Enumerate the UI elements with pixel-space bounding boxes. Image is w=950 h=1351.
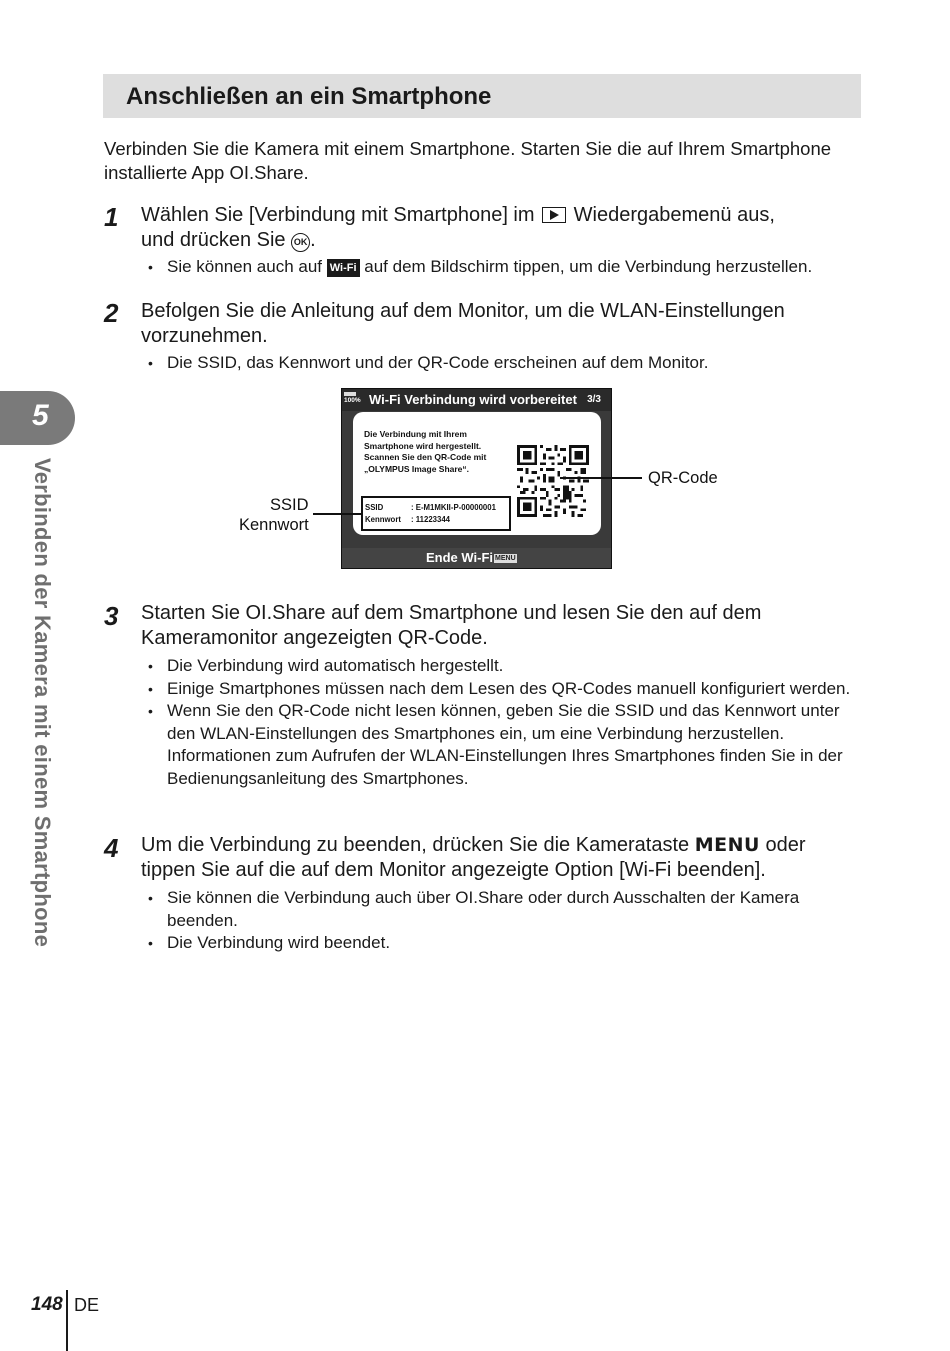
- list-item: • Wenn Sie den QR-Code nicht lesen können, geben Sie die SSID und das Kennwort unter den WLAN-Einstellungen des Smartphones ein, um eine Verbindung herzustellen. Informationen zum Aufrufen der WLAN-Einstellungen Ihres Smartphones finden Sie in der Bedienungsanleitung des Smartphones.: [148, 700, 853, 790]
- step-1-bullet-b: auf dem Bildschirm tippen, um die Verbindung herzustellen.: [364, 257, 813, 276]
- list-item: • Einige Smartphones müssen nach dem Lesen des QR-Codes manuell konfiguriert werden.: [148, 678, 853, 701]
- list-item: • Sie können die Verbindung auch über OI.Share oder durch Ausschalten der Kamera beenden.: [148, 887, 853, 932]
- end-wifi-button[interactable]: [426, 550, 517, 565]
- screen-message: Die Verbindung mit Ihrem Smartphone wird hergestellt. Scannen Sie den QR-Code mit „OLYMPUS Image Share“.: [364, 429, 487, 474]
- step-1-text-b: Wiedergabemenü aus,: [573, 204, 775, 226]
- ssid-label: SSID: [365, 503, 384, 512]
- battery-level: 100%: [344, 397, 361, 404]
- section-title: Anschließen an ein Smartphone: [126, 83, 492, 110]
- menu-badge-icon: MENU: [495, 555, 516, 562]
- step-2-number: 2: [104, 298, 119, 328]
- step-4-text: [141, 833, 851, 883]
- battery-indicator: [344, 392, 361, 404]
- password-value: : 11223344: [411, 515, 451, 524]
- section-title-bar: [103, 74, 861, 118]
- step-3-text: Starten Sie OI.Share auf dem Smartphone und lesen Sie den auf dem Kameramonitor angezeigten QR-Code.: [141, 602, 762, 649]
- list-item: [148, 256, 853, 279]
- qr-callout-label: QR-Code: [648, 469, 718, 487]
- qr-callout-line: [560, 477, 642, 479]
- screen-footer[interactable]: [342, 548, 611, 568]
- chapter-tab: [0, 391, 75, 445]
- end-wifi-label: Ende Wi-Fi: [426, 550, 494, 565]
- screen-page-indicator: 3/3: [587, 394, 601, 405]
- battery-icon: [344, 392, 356, 396]
- qr-code-image[interactable]: [517, 445, 589, 517]
- chapter-number: 5: [32, 399, 49, 432]
- step-1-text-d: .: [310, 229, 316, 251]
- list-item: • Die SSID, das Kennwort und der QR-Code erscheinen auf dem Monitor.: [148, 352, 853, 375]
- language-code: DE: [74, 1295, 100, 1315]
- step-1-text-c: und drücken Sie: [141, 229, 286, 251]
- ssid-callout-line: [313, 513, 363, 515]
- playback-icon: [542, 207, 566, 223]
- list-item: • Die Verbindung wird automatisch hergestellt.: [148, 655, 853, 678]
- step-4-number: 4: [104, 833, 119, 863]
- password-callout-label: Kennwort: [239, 516, 309, 534]
- credentials-box: [361, 496, 511, 531]
- step-1-text: [141, 203, 851, 253]
- ok-button-icon: OK: [291, 233, 310, 252]
- footer-divider: [66, 1290, 68, 1351]
- page-number: 148: [31, 1294, 63, 1315]
- step-2-bullets: [148, 352, 853, 375]
- chapter-side-title: Verbinden der Kamera mit einem Smartphone: [30, 458, 55, 948]
- step-3-number: 3: [104, 601, 119, 631]
- step-1-bullet-a: Sie können auch auf: [167, 257, 323, 276]
- list-item: • Die Verbindung wird beendet.: [148, 932, 853, 955]
- screen-message-panel: [353, 412, 601, 535]
- ssid-value: : E-M1MKII-P-00000001: [411, 503, 496, 512]
- step-1-text-a: Wählen Sie [Verbindung mit Smartphone] im: [141, 204, 535, 226]
- menu-key-label: MENU: [694, 834, 760, 856]
- wifi-icon: Wi-Fi: [327, 259, 360, 277]
- step-2-text: Befolgen Sie die Anleitung auf dem Monitor, um die WLAN-Einstellungen vorzunehmen.: [141, 300, 785, 347]
- intro-paragraph: Verbinden Sie die Kamera mit einem Smartphone. Starten Sie die auf Ihrem Smartphone installierte App OI.Share.: [104, 138, 832, 183]
- step-3-bullets: [148, 655, 853, 790]
- password-label: Kennwort: [365, 515, 401, 524]
- step-1-bullets: [148, 256, 853, 279]
- step-4-bullets: [148, 887, 853, 955]
- step-4-text-b: oder tippen Sie auf die auf dem Monitor angezeigte Option [Wi-Fi beenden].: [141, 834, 806, 881]
- step-1-number: 1: [104, 202, 119, 232]
- screen-header: [342, 389, 611, 411]
- step-4-text-a: Um die Verbindung zu beenden, drücken Sie die Kamerataste: [141, 834, 690, 856]
- ssid-callout-label: SSID: [270, 496, 309, 514]
- screen-title: Wi-Fi Verbindung wird vorbereitet: [369, 392, 577, 407]
